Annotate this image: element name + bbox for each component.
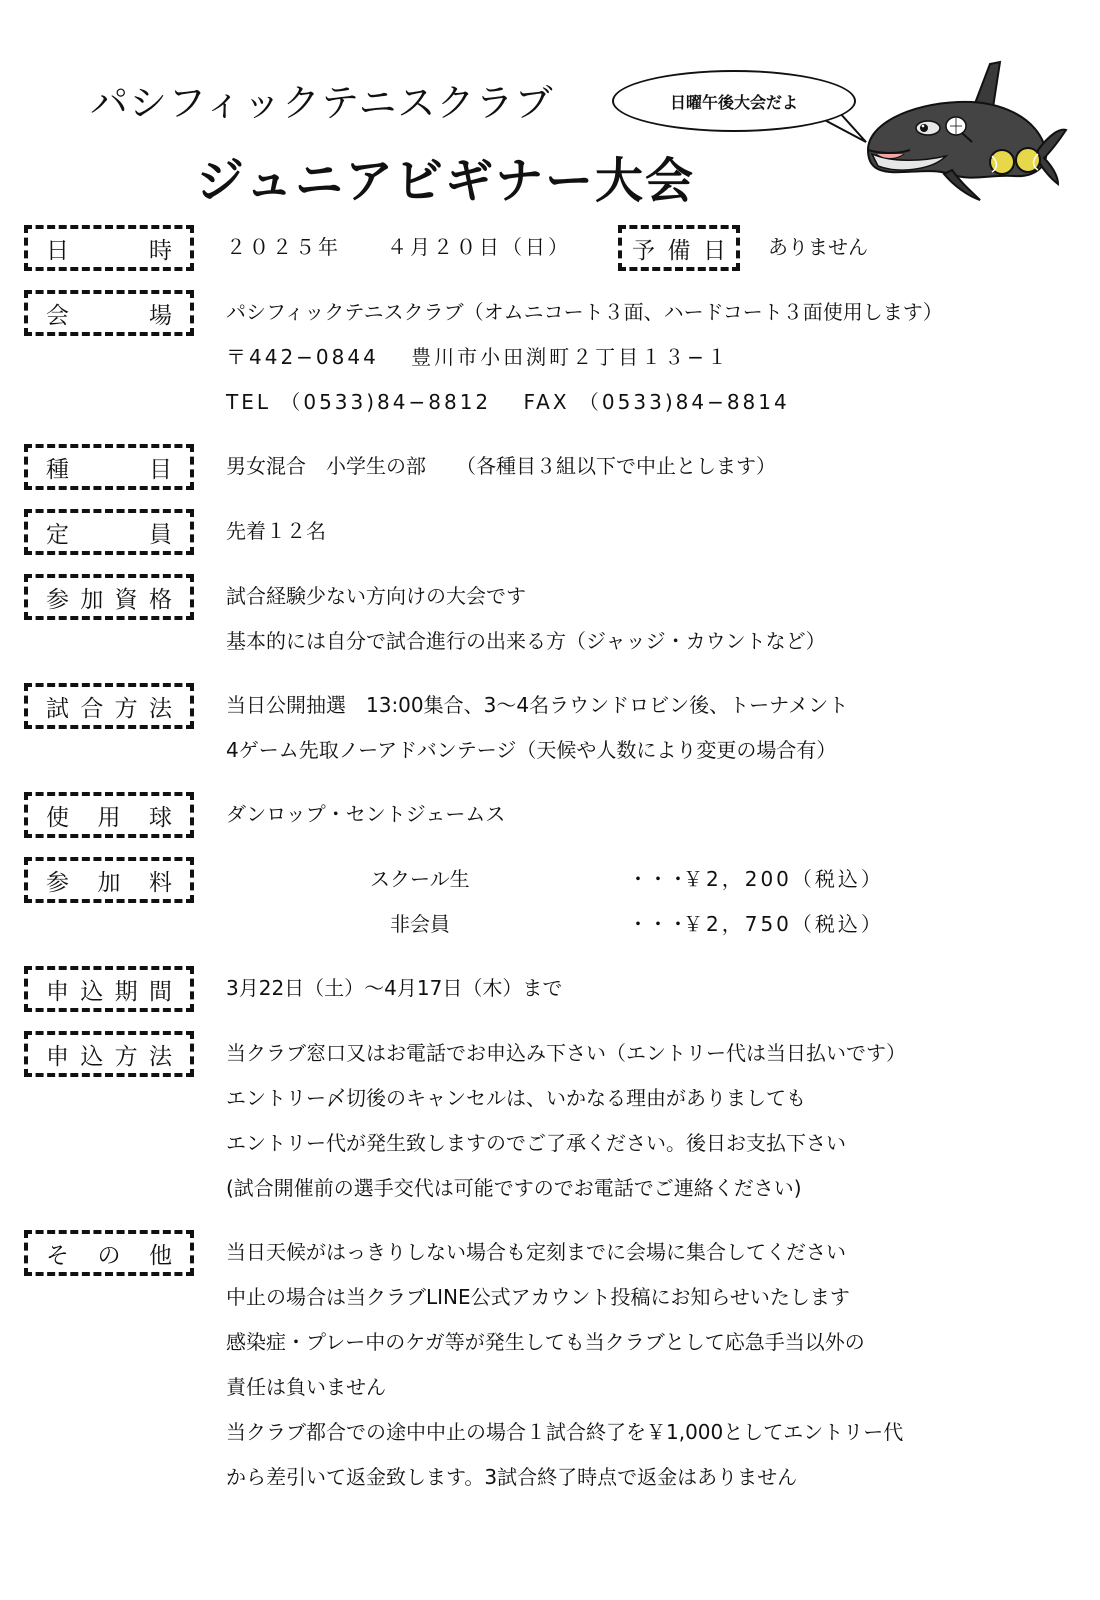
other-line-3: 感染症・プレー中のケガ等が発生しても当クラブとして応急手当以外の xyxy=(226,1330,865,1354)
label-reserve-day: 予 備 日 xyxy=(618,225,740,271)
label-category: 種 目 xyxy=(24,444,194,490)
venue-line-1: パシフィックテニスクラブ（オムニコート３面、ハードコート３面使用します） xyxy=(226,300,943,324)
fee-name-school: スクール生 xyxy=(370,867,470,891)
club-name: パシフィックテニスクラブ xyxy=(90,81,554,125)
capacity-value: 先着１２名 xyxy=(226,519,326,543)
label-fee: 参 加 料 xyxy=(24,857,194,903)
label-other: そ の 他 xyxy=(24,1230,194,1276)
category-value: 男女混合 小学生の部 （各種目３組以下で中止とします） xyxy=(226,454,776,478)
label-eligibility: 参 加 資 格 xyxy=(24,574,194,620)
venue-phone-fax: TEL （0533)84−8812 FAX （0533)84−8814 xyxy=(226,390,790,414)
venue-address: 〒442−0844 豊川市小田渕町２丁目１３−１ xyxy=(226,345,730,369)
other-line-1: 当日天候がはっきりしない場合も定刻までに会場に集合してください xyxy=(226,1240,846,1264)
format-line-2: 4ゲーム先取ノーアドバンテージ（天候や人数により変更の場合有） xyxy=(226,738,837,762)
other-line-6: から差引いて返金致します。3試合終了時点で返金はありません xyxy=(226,1465,798,1489)
fee-name-nonmember: 非会員 xyxy=(390,912,450,936)
event-title: ジュニアビギナー大会 xyxy=(196,153,696,209)
label-capacity: 定 員 xyxy=(24,509,194,555)
fee-price-school: ￥2，200（税込） xyxy=(683,867,884,891)
speech-bubble-text: 日曜午後大会だよ xyxy=(669,92,798,112)
speech-bubble xyxy=(612,70,856,132)
label-period: 申 込 期 間 xyxy=(24,966,194,1012)
method-line-4: (試合開催前の選手交代は可能ですのでお電話でご連絡ください) xyxy=(226,1176,802,1200)
date-value: ２０２５年 ４月２０日（日） xyxy=(226,235,571,259)
eligibility-line-2: 基本的には自分で試合進行の出来る方（ジャッジ・カウントなど） xyxy=(226,629,826,653)
orca-mascot-icon xyxy=(862,58,1072,203)
other-line-4: 責任は負いません xyxy=(226,1375,386,1399)
label-datetime: 日 時 xyxy=(24,225,194,271)
fee-dots-nonmember: ・・・ xyxy=(628,912,688,936)
format-line-1: 当日公開抽選 13:00集合、3〜4名ラウンドロビン後、トーナメント xyxy=(226,693,849,717)
label-format: 試 合 方 法 xyxy=(24,683,194,729)
label-method: 申 込 方 法 xyxy=(24,1031,194,1077)
other-line-5: 当クラブ都合での途中中止の場合１試合終了を￥1,000としてエントリー代 xyxy=(226,1420,904,1444)
label-venue: 会 場 xyxy=(24,290,194,336)
method-line-2: エントリー〆切後のキャンセルは、いかなる理由がありましても xyxy=(226,1086,806,1110)
fee-price-nonmember: ￥2，750（税込） xyxy=(683,912,884,936)
reserve-day-value: ありません xyxy=(768,235,868,259)
period-value: 3月22日（土）〜4月17日（木）まで xyxy=(226,976,563,1000)
other-line-2: 中止の場合は当クラブLINE公式アカウント投稿にお知らせいたします xyxy=(226,1285,850,1309)
fee-dots-school: ・・・ xyxy=(628,867,688,891)
method-line-1: 当クラブ窓口又はお電話でお申込み下さい（エントリー代は当日払いです） xyxy=(226,1041,906,1065)
method-line-3: エントリー代が発生致しますのでご了承ください。後日お支払下さい xyxy=(226,1131,846,1155)
eligibility-line-1: 試合経験少ない方向けの大会です xyxy=(226,584,526,608)
ball-value: ダンロップ・セントジェームス xyxy=(226,802,506,826)
label-ball: 使 用 球 xyxy=(24,792,194,838)
